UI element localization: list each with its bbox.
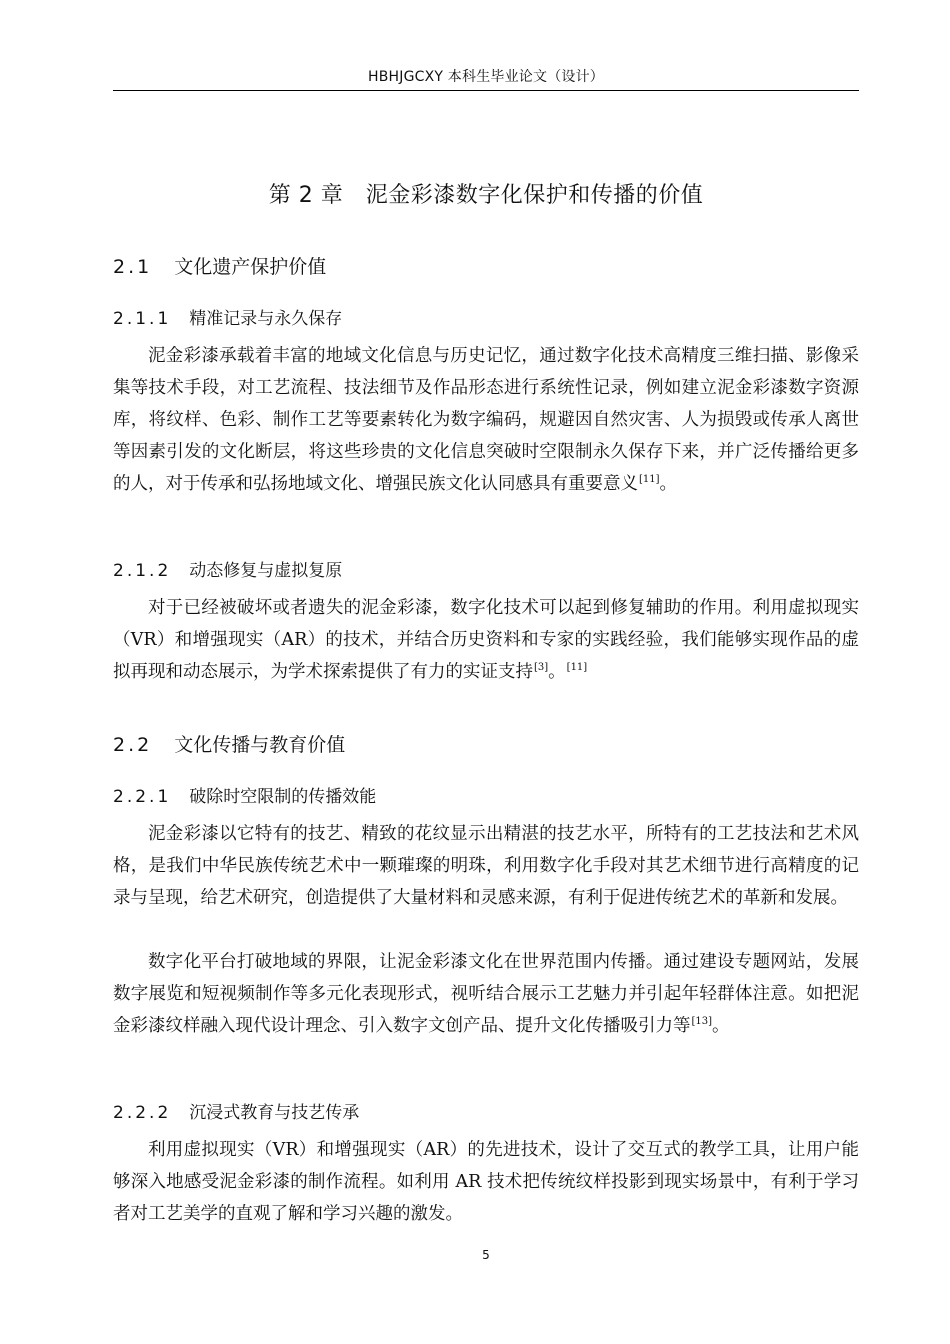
citation: [3] xyxy=(534,662,549,674)
header-rule xyxy=(113,90,859,91)
paragraph: 泥金彩漆以它特有的技艺、精致的花纹显示出精湛的技艺水平，所特有的工艺技法和艺术风格，是我们中华民族传统艺术中一颗璀璨的明珠，利用数字化手段对其艺术细节进行高精度的记录与呈现，给艺术研究，创造提供了大量材料和灵感来源，有利于促进传统艺术的革新和发展。 xyxy=(113,824,859,908)
subsection-heading-2-1-1: 2.1.1 精准记录与永久保存 xyxy=(113,309,343,329)
citation: [13] xyxy=(691,1016,713,1028)
citation: [11] xyxy=(639,474,660,486)
page-header: HBHJGCXY 本科生毕业论文（设计） xyxy=(367,69,604,85)
subsection-heading-2-2-1: 2.2.1 破除时空限制的传播效能 xyxy=(113,787,377,807)
chapter-title: 第 2 章 泥金彩漆数字化保护和传播的价值 xyxy=(268,183,704,208)
paragraph: 泥金彩漆承载着丰富的地域文化信息与历史记忆，通过数字化技术高精度三维扫描、影像采集等技术手段，对工艺流程、技法细节及作品形态进行系统性记录，例如建立泥金彩漆数字资源库，将纹样、色彩、制作工艺等要素转化为数字编码，规避因自然灾害、人为损毁或传承人离世等因素引发的文化断层，将这些珍贵的文化信息突破时空限制永久保存下来，并广泛传播给更多的人，对于传承和弘扬地域文化、增强民族文化认同感具有重要意义[11]。 xyxy=(113,346,859,494)
subsection-heading-2-1-2: 2.1.2 动态修复与虚拟复原 xyxy=(113,561,343,581)
citation: [11] xyxy=(566,662,588,674)
paragraph: 利用虚拟现实（VR）和增强现实（AR）的先进技术，设计了交互式的教学工具，让用户能够深入地感受泥金彩漆的制作流程。如利用 AR 技术把传统纹样投影到现实场景中，有利于学习者对工艺美学的直观了解和学习兴趣的激发。 xyxy=(113,1140,859,1224)
subsection-heading-2-2-2: 2.2.2 沉浸式教育与技艺传承 xyxy=(113,1103,360,1123)
section-heading-2-2: 2.2 文化传播与教育价值 xyxy=(113,734,346,756)
page-number: 5 xyxy=(482,1248,490,1262)
paragraph: 数字化平台打破地域的界限，让泥金彩漆文化在世界范围内传播。通过建设专题网站，发展数字展览和短视频制作等多元化表现形式，视听结合展示工艺魅力并引起年轻群体注意。如把泥金彩漆纹样融入现代设计理念、引入数字文创产品、提升文化传播吸引力等[13]。 xyxy=(113,952,859,1036)
section-heading-2-1: 2.1 文化遗产保护价值 xyxy=(113,256,327,278)
paragraph: 对于已经被破坏或者遗失的泥金彩漆，数字化技术可以起到修复辅助的作用。利用虚拟现实（VR）和增强现实（AR）的技术，并结合历史资料和专家的实践经验，我们能够实现作品的虚拟再现和动态展示，为学术探索提供了有力的实证支持[3]。[11] xyxy=(113,598,859,682)
